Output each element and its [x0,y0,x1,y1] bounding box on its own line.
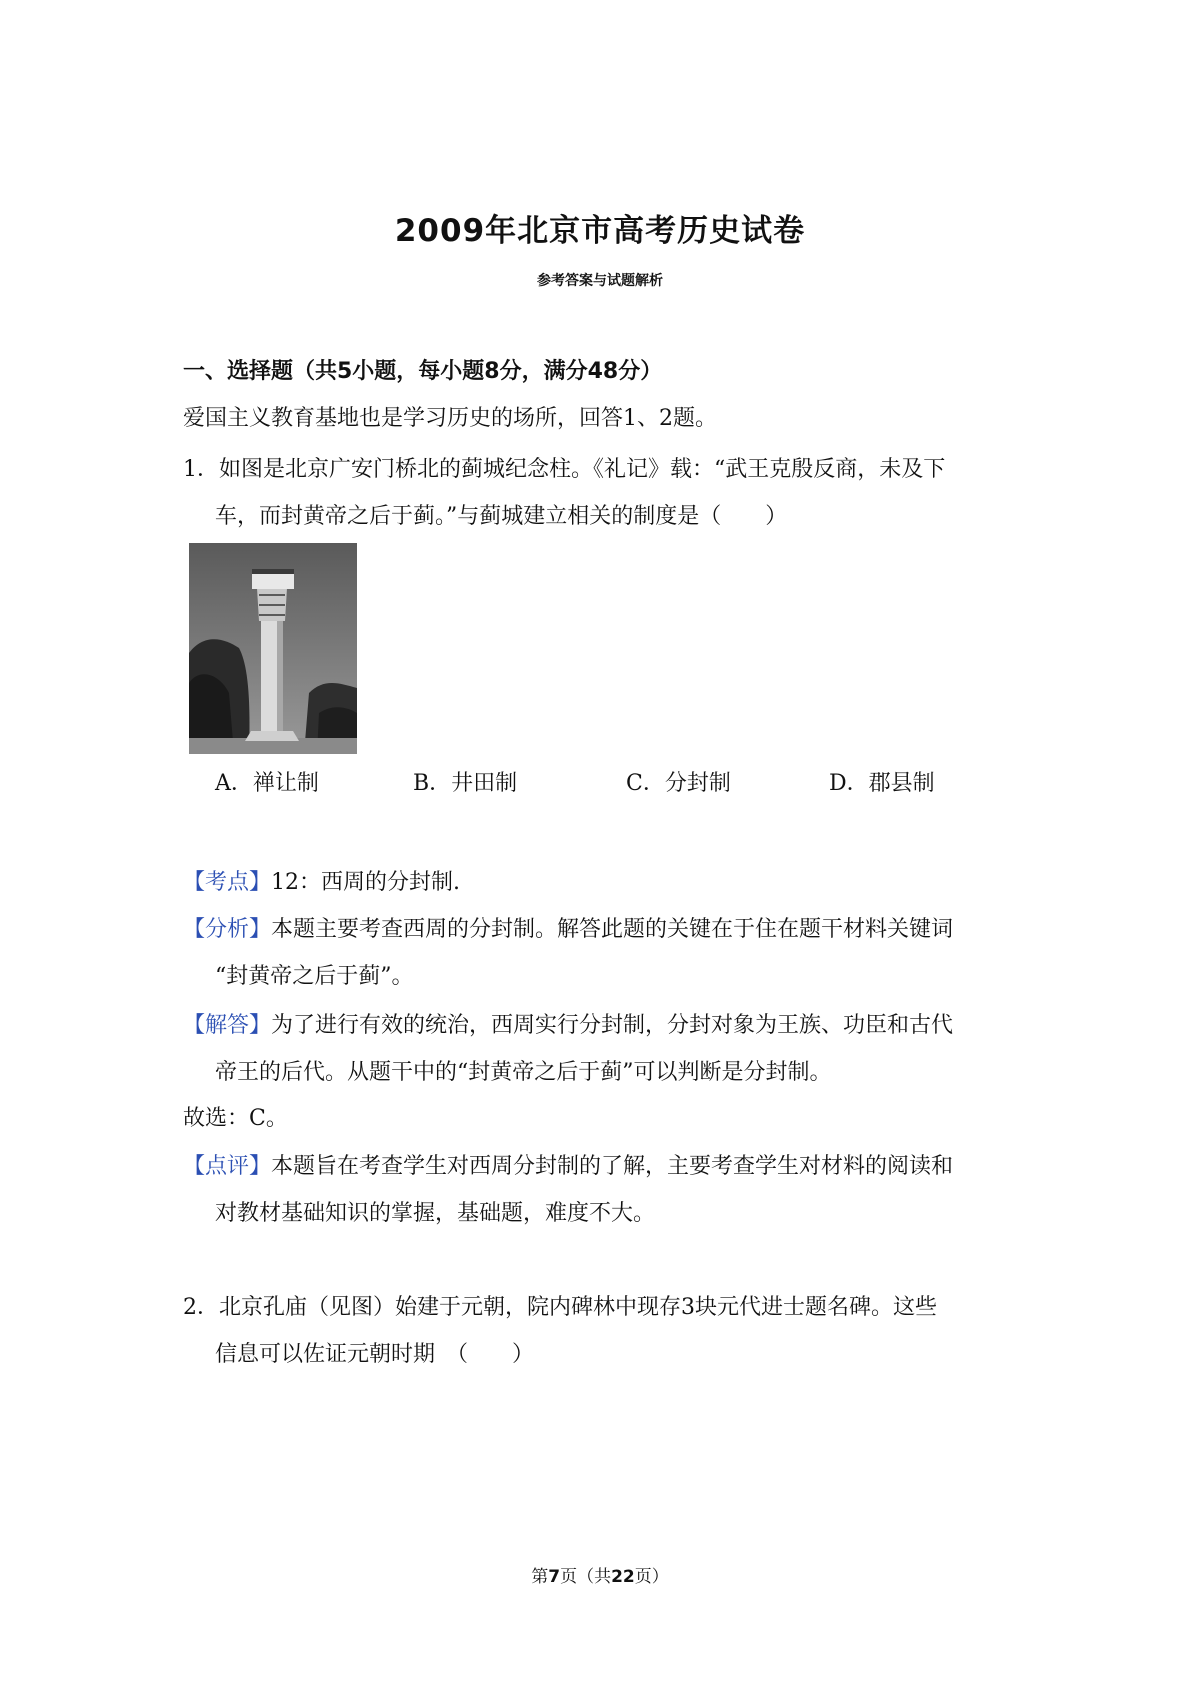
question-2-line-2: 信息可以佐证元朝时期 （ ） [215,1342,535,1367]
jieda-tag: 【解答】 [183,1013,272,1038]
option-a: A．禅让制 [215,771,319,796]
jieda-text-cont: 帝王的后代。从题干中的“封黄帝之后于蓟”可以判断是分封制。 [215,1060,832,1085]
dianping-text: 本题旨在考查学生对西周分封制的了解，主要考查学生对材料的阅读和 [271,1154,954,1179]
fenxi-tag: 【分析】 [183,917,272,942]
footer-suffix: 页） [634,1567,669,1587]
dianping-tag: 【点评】 [183,1154,272,1179]
option-c: C．分封制 [626,771,731,796]
question-1-line-1: 1．如图是北京广安门桥北的蓟城纪念柱。《礼记》载：“武王克殷反商，未及下 [183,457,946,482]
fenxi-text-cont: “封黄帝之后于蓟”。 [215,964,414,989]
fenxi-text: 本题主要考查西周的分封制。解答此题的关键在于住在题干材料关键词 [271,917,954,942]
footer-prefix: 第 [531,1567,549,1587]
option-b: B．井田制 [413,771,518,796]
jieda-row [183,1012,953,1040]
question-1-line-2: 车，而封黄帝之后于蓟。”与蓟城建立相关的制度是（ ） [215,504,788,529]
page-title: 2009年北京市高考历史试卷 [394,213,806,249]
page-footer [0,1562,1200,1587]
kaodian-tag: 【考点】 [183,870,272,895]
question-2-line-1: 2．北京孔庙（见图）始建于元朝，院内碑林中现存3块元代进士题名碑。这些 [183,1295,937,1320]
section-heading: 一、选择题（共5小题，每小题8分，满分48分） [183,359,663,384]
fenxi-row [183,916,953,944]
answer-line: 故选：C。 [183,1106,288,1131]
jieda-text: 为了进行有效的统治，西周实行分封制，分封对象为王族、功臣和古代 [271,1013,954,1038]
option-d: D．郡县制 [829,771,935,796]
kaodian-text: 12：西周的分封制. [271,870,461,895]
page-subtitle: 参考答案与试题解析 [537,273,663,289]
dianping-row [183,1153,953,1181]
footer-middle: 页（共 [560,1567,612,1587]
jicheng-memorial-pillar-photo [189,543,357,754]
dianping-text-cont: 对教材基础知识的掌握，基础题，难度不大。 [215,1201,656,1226]
kaodian-row [183,869,460,897]
intro-text: 爱国主义教育基地也是学习历史的场所，回答1、2题。 [183,406,717,431]
footer-page-number: 7 [548,1567,561,1587]
footer-total-pages: 22 [611,1567,635,1587]
